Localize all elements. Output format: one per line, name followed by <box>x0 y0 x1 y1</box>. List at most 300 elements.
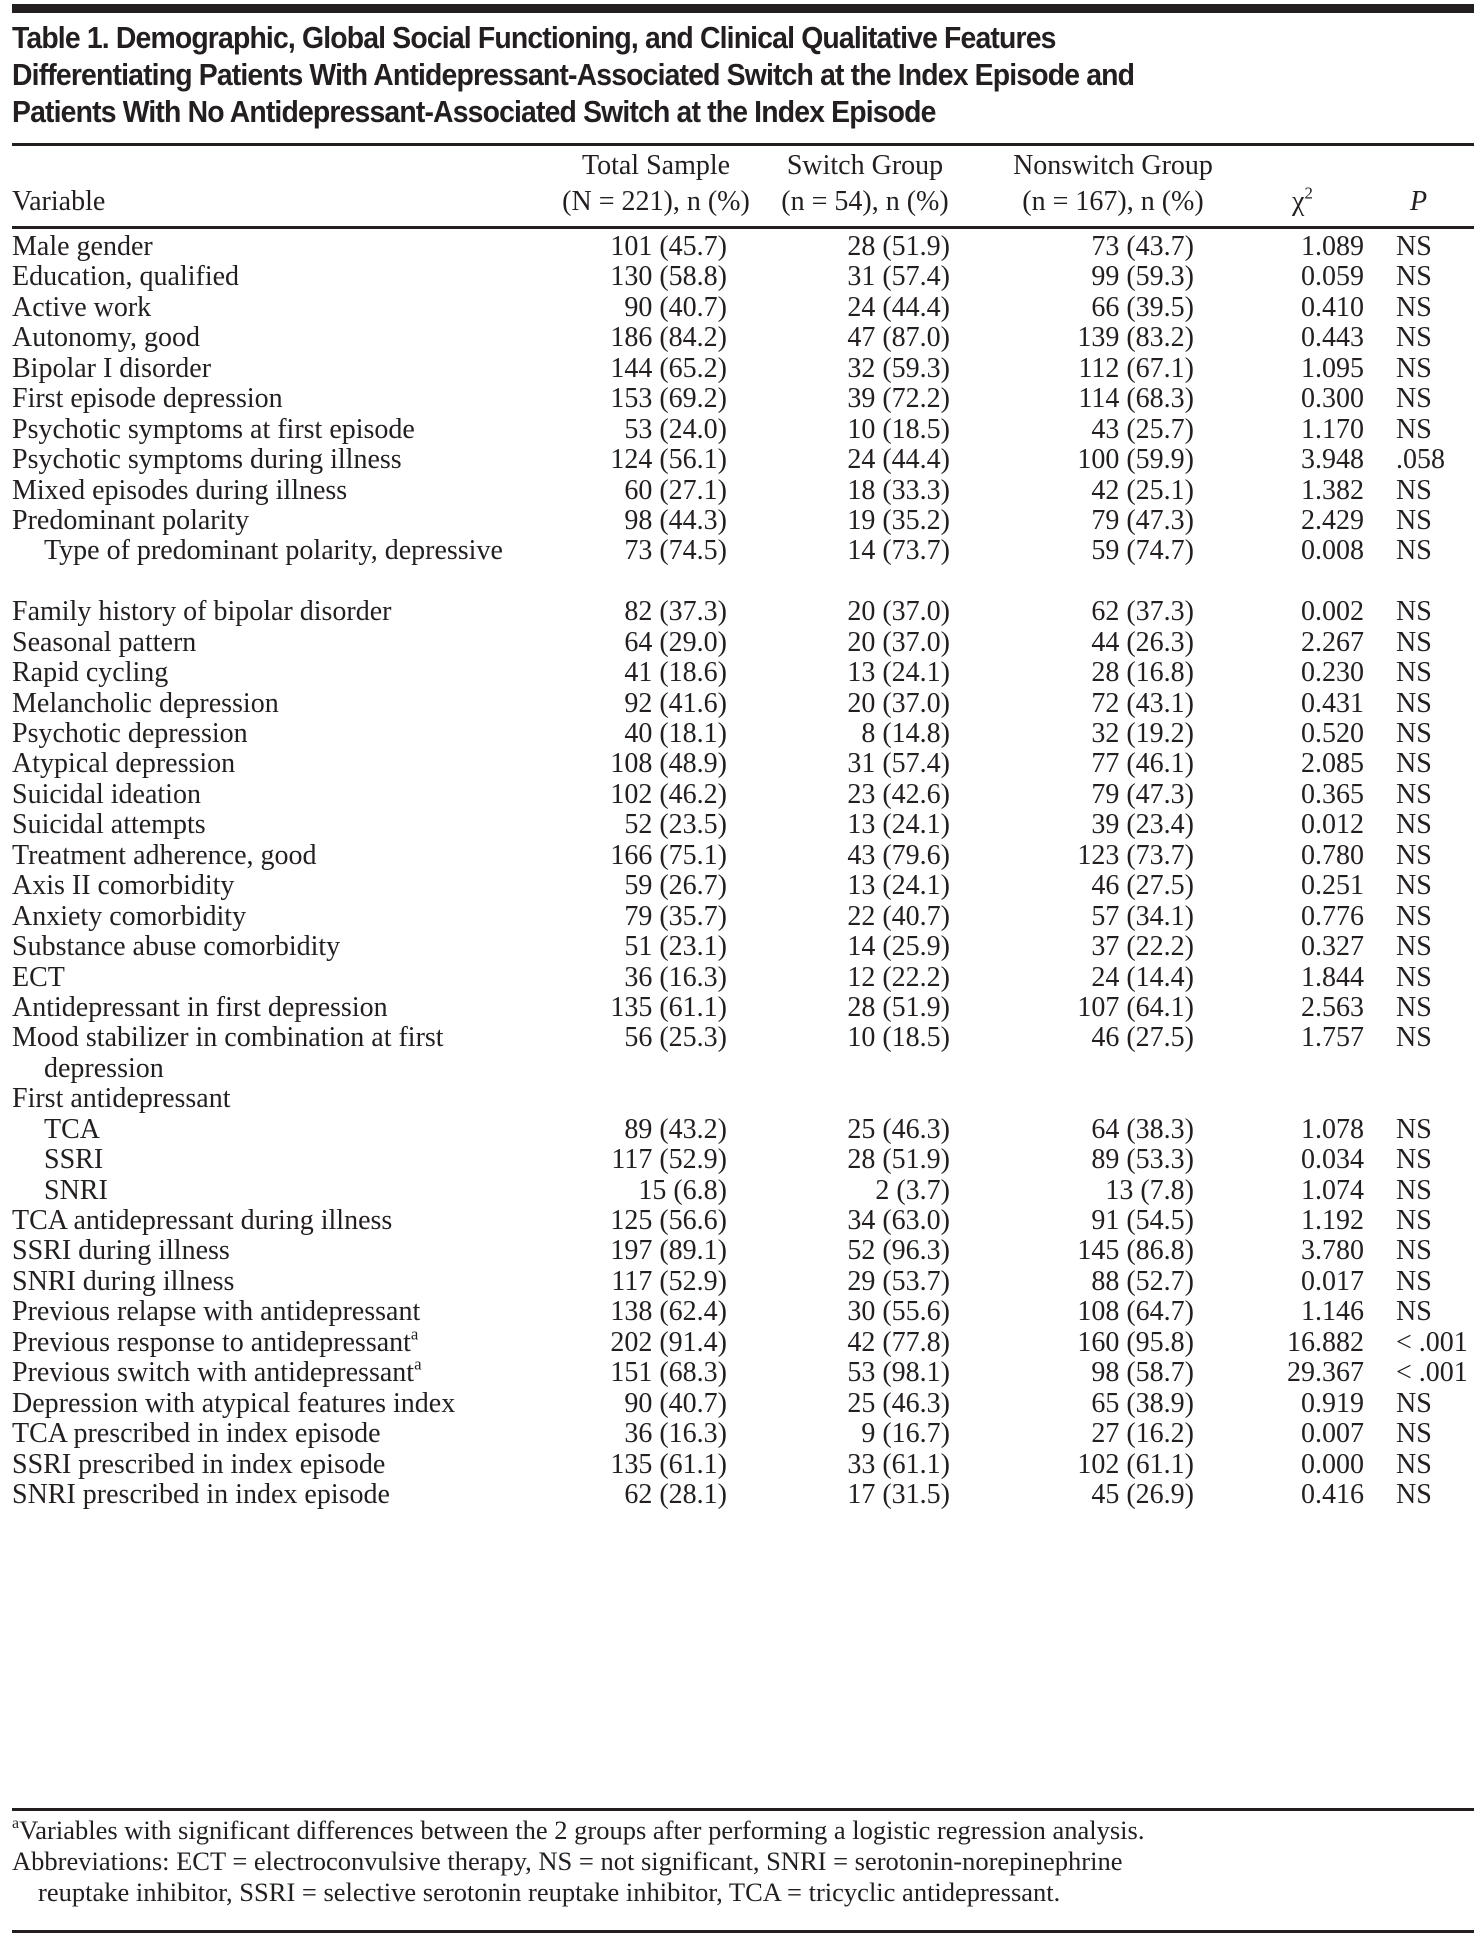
cell-total: 102 (46.2) <box>610 778 727 810</box>
cell-p-value: NS <box>1396 1418 1432 1450</box>
cell-variable <box>12 384 552 414</box>
cell-nonswitch: 123 (73.7) <box>1077 839 1194 871</box>
cell-p-value: NS <box>1396 322 1432 354</box>
variable-label: Antidepressant in first depression <box>12 991 388 1023</box>
cell-chi-square: 0.365 <box>1301 778 1364 810</box>
cell-variable <box>12 1419 552 1449</box>
cell-variable <box>12 354 552 384</box>
cell-variable <box>12 232 552 262</box>
cell-chi-square: 0.012 <box>1301 809 1364 841</box>
cell-switch: 28 (51.9) <box>847 1144 950 1176</box>
cell-p-value: NS <box>1396 718 1432 750</box>
cell-variable <box>12 323 552 353</box>
cell-switch: 25 (46.3) <box>847 1113 950 1145</box>
cell-nonswitch: 89 (53.3) <box>1091 1144 1194 1176</box>
chi-symbol: χ <box>1292 186 1305 217</box>
cell-total: 108 (48.9) <box>610 748 727 780</box>
variable-label: SNRI <box>44 1174 108 1206</box>
footnote-abbreviations-line-1: Abbreviations: ECT = electroconvulsive therapy, NS = not significant, SNRI = serotonin-norepinephrine <box>12 1846 1123 1876</box>
cell-nonswitch: 77 (46.1) <box>1091 748 1194 780</box>
cell-variable <box>12 1145 552 1175</box>
variable-label: Psychotic symptoms at first episode <box>12 413 415 445</box>
cell-chi-square: 0.776 <box>1301 900 1364 932</box>
cell-switch: 13 (24.1) <box>847 870 950 902</box>
cell-p-value: NS <box>1396 535 1432 567</box>
cell-total: 197 (89.1) <box>610 1235 727 1267</box>
header-switch-line-1: Switch Group <box>786 150 944 181</box>
cell-variable <box>12 689 552 719</box>
cell-chi-square: 0.327 <box>1301 931 1364 963</box>
table-row <box>12 597 1474 627</box>
table-row <box>12 1206 1474 1236</box>
cell-total: 138 (62.4) <box>610 1296 727 1328</box>
cell-switch: 53 (98.1) <box>847 1357 950 1389</box>
table-row <box>12 658 1474 688</box>
cell-variable <box>12 932 552 962</box>
table-row <box>12 1354 1474 1389</box>
cell-chi-square: 0.919 <box>1301 1387 1364 1419</box>
cell-total: 40 (18.1) <box>624 718 727 750</box>
cell-total: 90 (40.7) <box>624 1387 727 1419</box>
cell-p-value: < .001 <box>1396 1326 1468 1358</box>
cell-variable <box>12 1480 552 1510</box>
cell-p-value: NS <box>1396 1205 1432 1237</box>
cell-total: 59 (26.7) <box>624 870 727 902</box>
cell-variable <box>12 963 552 993</box>
variable-label: Male gender <box>12 231 153 262</box>
variable-label: Predominant polarity <box>12 504 250 536</box>
header-chi-square <box>1292 184 1313 220</box>
table-title <box>12 20 1370 131</box>
variable-label: Depression with atypical features index <box>12 1387 456 1419</box>
variable-label: SSRI during illness <box>12 1235 230 1267</box>
variable-label: Suicidal attempts <box>12 809 206 841</box>
cell-nonswitch: 59 (74.7) <box>1091 535 1194 567</box>
cell-p-value: NS <box>1396 1296 1432 1328</box>
cell-chi-square: 1.078 <box>1301 1113 1364 1145</box>
cell-total: 73 (74.5) <box>624 535 727 567</box>
cell-total: 186 (84.2) <box>610 322 727 354</box>
cell-nonswitch: 62 (37.3) <box>1091 596 1194 628</box>
variable-label: Previous switch with antidepressant <box>12 1357 415 1389</box>
variable-label: Type of predominant polarity, depressive <box>44 535 503 567</box>
cell-variable <box>12 1389 552 1419</box>
table-row <box>12 1115 1474 1145</box>
cell-p-value: NS <box>1396 383 1432 415</box>
table-row <box>12 628 1474 658</box>
cell-variable <box>12 536 552 566</box>
cell-nonswitch: 114 (68.3) <box>1078 383 1194 415</box>
cell-chi-square: 0.520 <box>1301 718 1364 750</box>
table-row <box>12 293 1474 323</box>
cell-chi-square: 0.431 <box>1301 687 1364 719</box>
cell-variable <box>12 1084 552 1114</box>
cell-nonswitch: 28 (16.8) <box>1091 657 1194 689</box>
cell-switch: 14 (73.7) <box>847 535 950 567</box>
cell-chi-square: 0.410 <box>1301 291 1364 323</box>
variable-label: Treatment adherence, good <box>12 839 317 871</box>
variable-label: Psychotic depression <box>12 718 248 750</box>
cell-p-value: NS <box>1396 352 1432 384</box>
table-row <box>12 749 1474 779</box>
table-row <box>12 841 1474 871</box>
cell-chi-square: 0.780 <box>1301 839 1364 871</box>
cell-chi-square: 0.230 <box>1301 657 1364 689</box>
cell-variable <box>12 628 552 658</box>
cell-p-value: NS <box>1396 1022 1432 1054</box>
cell-nonswitch: 45 (26.9) <box>1091 1478 1194 1510</box>
cell-chi-square: 1.757 <box>1301 1022 1364 1054</box>
cell-switch: 2 (3.7) <box>875 1174 950 1206</box>
cell-switch: 31 (57.4) <box>847 748 950 780</box>
cell-chi-square: 0.416 <box>1301 1478 1364 1510</box>
table-row <box>12 810 1474 840</box>
cell-nonswitch: 102 (61.1) <box>1077 1448 1194 1480</box>
cell-nonswitch: 46 (27.5) <box>1091 1022 1194 1054</box>
cell-p-value: NS <box>1396 231 1432 262</box>
cell-variable <box>12 658 552 688</box>
table-row <box>12 1023 1474 1084</box>
variable-label: Mixed episodes during illness <box>12 474 348 506</box>
cell-variable <box>12 415 552 445</box>
cell-total: 135 (61.1) <box>610 991 727 1023</box>
cell-nonswitch: 37 (22.2) <box>1091 931 1194 963</box>
cell-switch: 42 (77.8) <box>847 1326 950 1358</box>
table-title-line-1: Table 1. Demographic, Global Social Functioning, and Clinical Qualitative Features <box>12 21 1056 55</box>
cell-p-value: NS <box>1396 1478 1432 1510</box>
cell-p-value: < .001 <box>1396 1357 1468 1389</box>
cell-nonswitch: 79 (47.3) <box>1091 504 1194 536</box>
cell-total: 36 (16.3) <box>624 961 727 993</box>
footnote-marker: a <box>414 1354 422 1374</box>
cell-nonswitch: 107 (64.1) <box>1077 991 1194 1023</box>
cell-switch: 8 (14.8) <box>861 718 950 750</box>
variable-label: Psychotic symptoms during illness <box>12 444 402 476</box>
cell-nonswitch: 99 (59.3) <box>1091 261 1194 293</box>
cell-nonswitch: 65 (38.9) <box>1091 1387 1194 1419</box>
cell-switch: 23 (42.6) <box>847 778 950 810</box>
top-rule <box>12 4 1474 13</box>
header-total-line-1: Total Sample <box>581 150 731 181</box>
table-row <box>12 1236 1474 1266</box>
cell-nonswitch: 112 (67.1) <box>1078 352 1194 384</box>
cell-variable <box>12 1267 552 1297</box>
cell-p-value: NS <box>1396 657 1432 689</box>
variable-label: Atypical depression <box>12 748 236 780</box>
cell-nonswitch: 24 (14.4) <box>1091 961 1194 993</box>
table-row <box>12 1267 1474 1297</box>
variable-label: Previous relapse with antidepressant <box>12 1296 421 1328</box>
cell-total: 144 (65.2) <box>610 352 727 384</box>
cell-total: 41 (18.6) <box>624 657 727 689</box>
table-row <box>12 719 1474 749</box>
cell-chi-square: 1.074 <box>1301 1174 1364 1206</box>
cell-switch: 28 (51.9) <box>847 231 950 262</box>
cell-p-value: NS <box>1396 626 1432 658</box>
table-row <box>12 1480 1474 1510</box>
cell-variable <box>12 1115 552 1145</box>
cell-chi-square: 1.170 <box>1301 413 1364 445</box>
cell-variable <box>12 1354 552 1389</box>
header-variable: Variable <box>12 186 106 217</box>
cell-p-value: NS <box>1396 991 1432 1023</box>
cell-switch: 20 (37.0) <box>847 596 950 628</box>
cell-total: 79 (35.7) <box>624 900 727 932</box>
table-row <box>12 993 1474 1023</box>
cell-p-value: NS <box>1396 809 1432 841</box>
table-title-line-2: Differentiating Patients With Antidepressant-Associated Switch at the Index Episode and <box>12 58 1135 92</box>
cell-total: 62 (28.1) <box>624 1478 727 1510</box>
table-row <box>12 1450 1474 1480</box>
cell-switch: 30 (55.6) <box>847 1296 950 1328</box>
cell-switch: 20 (37.0) <box>847 626 950 658</box>
cell-variable <box>12 262 552 292</box>
table-row <box>12 506 1474 536</box>
data-table <box>12 232 1474 1510</box>
cell-p-value: NS <box>1396 413 1432 445</box>
cell-p-value: NS <box>1396 291 1432 323</box>
cell-chi-square: 0.007 <box>1301 1418 1364 1450</box>
cell-switch: 18 (33.3) <box>847 474 950 506</box>
cell-total: 82 (37.3) <box>624 596 727 628</box>
cell-chi-square: 0.300 <box>1301 383 1364 415</box>
cell-switch: 47 (87.0) <box>847 322 950 354</box>
cell-p-value: .058 <box>1396 444 1445 476</box>
cell-total: 124 (56.1) <box>610 444 727 476</box>
cell-switch: 17 (31.5) <box>847 1478 950 1510</box>
cell-chi-square: 0.059 <box>1301 261 1364 293</box>
cell-nonswitch: 27 (16.2) <box>1091 1418 1194 1450</box>
table-row <box>12 1324 1474 1358</box>
cell-nonswitch: 39 (23.4) <box>1091 809 1194 841</box>
cell-variable <box>12 1450 552 1480</box>
variable-label: Mood stabilizer in combination at first depression <box>12 1022 444 1084</box>
header-nonswitch-line-1: Nonswitch Group <box>1013 150 1213 181</box>
cell-chi-square: 2.563 <box>1301 991 1364 1023</box>
cell-switch: 12 (22.2) <box>847 961 950 993</box>
cell-switch: 9 (16.7) <box>861 1418 950 1450</box>
variable-label: Bipolar I disorder <box>12 352 212 384</box>
table-row <box>12 1419 1474 1449</box>
variable-label: First episode depression <box>12 383 283 415</box>
cell-nonswitch: 42 (25.1) <box>1091 474 1194 506</box>
cell-total: 64 (29.0) <box>624 626 727 658</box>
table-row <box>12 1297 1474 1327</box>
cell-chi-square: 2.429 <box>1301 504 1364 536</box>
end-rule <box>12 1930 1474 1933</box>
cell-nonswitch: 46 (27.5) <box>1091 870 1194 902</box>
cell-p-value: NS <box>1396 870 1432 902</box>
cell-switch: 14 (25.9) <box>847 931 950 963</box>
cell-switch: 28 (51.9) <box>847 991 950 1023</box>
footnote-a-marker: a <box>12 1814 20 1832</box>
table-row <box>12 1176 1474 1206</box>
cell-total: 130 (58.8) <box>610 261 727 293</box>
cell-p-value: NS <box>1396 596 1432 628</box>
table-row <box>12 476 1474 506</box>
cell-variable <box>12 719 552 749</box>
cell-variable <box>12 780 552 810</box>
variable-label: SSRI prescribed in index episode <box>12 1448 386 1480</box>
header-rule <box>12 226 1474 229</box>
cell-variable <box>12 293 552 323</box>
chi-superscript: 2 <box>1304 183 1313 203</box>
cell-variable <box>12 993 552 1023</box>
cell-total: 60 (27.1) <box>624 474 727 506</box>
cell-switch: 29 (53.7) <box>847 1265 950 1297</box>
cell-nonswitch: 72 (43.1) <box>1091 687 1194 719</box>
cell-total: 52 (23.5) <box>624 809 727 841</box>
cell-chi-square: 0.034 <box>1301 1144 1364 1176</box>
cell-nonswitch: 160 (95.8) <box>1077 1326 1194 1358</box>
variable-label: SNRI prescribed in index episode <box>12 1478 390 1510</box>
variable-label: Anxiety comorbidity <box>12 900 247 932</box>
variable-label: TCA <box>44 1113 100 1145</box>
table-row <box>12 384 1474 414</box>
cell-variable <box>12 1206 552 1236</box>
cell-switch: 34 (63.0) <box>847 1205 950 1237</box>
cell-nonswitch: 139 (83.2) <box>1077 322 1194 354</box>
cell-p-value: NS <box>1396 900 1432 932</box>
variable-label: Education, qualified <box>12 261 240 293</box>
cell-variable <box>12 597 552 627</box>
cell-total: 117 (52.9) <box>611 1144 727 1176</box>
variable-label: SNRI during illness <box>12 1265 235 1297</box>
cell-total: 92 (41.6) <box>624 687 727 719</box>
variable-label: TCA prescribed in index episode <box>12 1418 381 1450</box>
cell-nonswitch: 91 (54.5) <box>1091 1205 1194 1237</box>
footnote-a-text: Variables with significant differences between the 2 groups after performing a logistic regression analysis. <box>19 1815 1145 1845</box>
cell-variable <box>12 1176 552 1206</box>
cell-variable <box>12 902 552 932</box>
variable-label: Axis II comorbidity <box>12 870 235 902</box>
cell-switch: 25 (46.3) <box>847 1387 950 1419</box>
cell-switch: 24 (44.4) <box>847 444 950 476</box>
cell-p-value: NS <box>1396 261 1432 293</box>
table-row <box>12 445 1474 475</box>
cell-switch: 10 (18.5) <box>847 413 950 445</box>
bottom-rule <box>12 1808 1474 1811</box>
cell-switch: 22 (40.7) <box>847 900 950 932</box>
table-row <box>12 1084 1474 1114</box>
cell-nonswitch: 44 (26.3) <box>1091 626 1194 658</box>
cell-variable <box>12 749 552 779</box>
cell-p-value: NS <box>1396 748 1432 780</box>
cell-variable <box>12 1297 552 1327</box>
cell-chi-square: 0.000 <box>1301 1448 1364 1480</box>
cell-nonswitch: 98 (58.7) <box>1091 1357 1194 1389</box>
cell-nonswitch: 145 (86.8) <box>1077 1235 1194 1267</box>
cell-switch: 19 (35.2) <box>847 504 950 536</box>
cell-switch: 20 (37.0) <box>847 687 950 719</box>
title-rule <box>12 143 1474 146</box>
cell-total: 101 (45.7) <box>610 231 727 262</box>
cell-p-value: NS <box>1396 1144 1432 1176</box>
footnote-a <box>12 1815 1472 1846</box>
cell-total: 56 (25.3) <box>624 1022 727 1054</box>
cell-total: 36 (16.3) <box>624 1418 727 1450</box>
cell-p-value: NS <box>1396 1265 1432 1297</box>
cell-p-value: NS <box>1396 1448 1432 1480</box>
cell-nonswitch: 88 (52.7) <box>1091 1265 1194 1297</box>
variable-label: Rapid cycling <box>12 657 169 689</box>
cell-chi-square: 16.882 <box>1287 1326 1364 1358</box>
cell-nonswitch: 66 (39.5) <box>1091 291 1194 323</box>
cell-chi-square: 1.382 <box>1301 474 1364 506</box>
cell-nonswitch: 57 (34.1) <box>1091 900 1194 932</box>
cell-total: 166 (75.1) <box>610 839 727 871</box>
cell-chi-square: 0.002 <box>1301 596 1364 628</box>
cell-chi-square: 2.085 <box>1301 748 1364 780</box>
cell-total: 90 (40.7) <box>624 291 727 323</box>
header-switch-line-2: (n = 54), n (%) <box>781 186 949 217</box>
header-p: P <box>1410 186 1428 217</box>
cell-variable <box>12 1324 552 1358</box>
header-total-line-2: (N = 221), n (%) <box>562 186 750 217</box>
variable-label: Melancholic depression <box>12 687 279 719</box>
cell-total: 151 (68.3) <box>610 1357 727 1389</box>
table-row <box>12 323 1474 353</box>
cell-p-value: NS <box>1396 687 1432 719</box>
cell-p-value: NS <box>1396 778 1432 810</box>
cell-total: 125 (56.6) <box>610 1205 727 1237</box>
cell-p-value: NS <box>1396 931 1432 963</box>
cell-switch: 13 (24.1) <box>847 809 950 841</box>
footnote-abbreviations-line-2: reuptake inhibitor, SSRI = selective serotonin reuptake inhibitor, TCA = tricyclic antidepressant. <box>38 1877 1061 1907</box>
table-row <box>12 536 1474 597</box>
table-row <box>12 232 1474 262</box>
footnotes <box>12 1815 1472 1908</box>
cell-nonswitch: 108 (64.7) <box>1077 1296 1194 1328</box>
cell-total: 89 (43.2) <box>624 1113 727 1145</box>
cell-switch: 39 (72.2) <box>847 383 950 415</box>
table-title-line-3: Patients With No Antidepressant-Associated Switch at the Index Episode <box>12 95 936 129</box>
cell-variable <box>12 1236 552 1266</box>
cell-variable <box>12 445 552 475</box>
cell-p-value: NS <box>1396 1235 1432 1267</box>
cell-total: 53 (24.0) <box>624 413 727 445</box>
footnote-marker: a <box>410 1324 419 1344</box>
variable-label: Active work <box>12 291 152 323</box>
cell-total: 202 (91.4) <box>610 1326 727 1358</box>
cell-nonswitch: 43 (25.7) <box>1091 413 1194 445</box>
cell-p-value: NS <box>1396 839 1432 871</box>
variable-label: Autonomy, good <box>12 322 200 354</box>
cell-switch: 43 (79.6) <box>847 839 950 871</box>
cell-variable <box>12 506 552 536</box>
variable-label: Seasonal pattern <box>12 626 197 658</box>
cell-chi-square: 0.443 <box>1301 322 1364 354</box>
cell-p-value: NS <box>1396 474 1432 506</box>
cell-chi-square: 1.095 <box>1301 352 1364 384</box>
variable-label: ECT <box>12 961 65 993</box>
table-row <box>12 871 1474 901</box>
cell-p-value: NS <box>1396 961 1432 993</box>
cell-chi-square: 1.089 <box>1301 231 1364 262</box>
cell-chi-square: 1.146 <box>1301 1296 1364 1328</box>
cell-switch: 13 (24.1) <box>847 657 950 689</box>
table-row <box>12 963 1474 993</box>
cell-variable <box>12 841 552 871</box>
cell-p-value: NS <box>1396 1387 1432 1419</box>
table-row <box>12 780 1474 810</box>
cell-total: 153 (69.2) <box>610 383 727 415</box>
table-row <box>12 932 1474 962</box>
header-nonswitch-line-2: (n = 167), n (%) <box>1022 186 1204 217</box>
cell-nonswitch: 32 (19.2) <box>1091 718 1194 750</box>
variable-label: Previous response to antidepressant <box>12 1326 411 1358</box>
table-row <box>12 1389 1474 1419</box>
